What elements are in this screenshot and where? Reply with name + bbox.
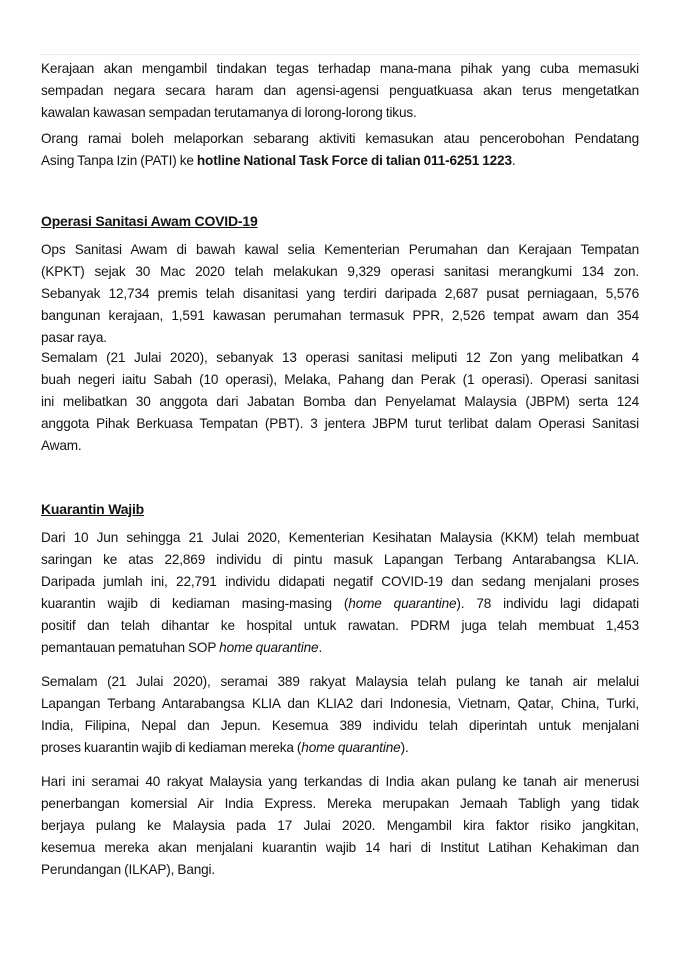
- hotline-text: hotline National Task Force di talian 011-6251 1223: [196, 153, 512, 168]
- text: ).: [400, 740, 409, 755]
- text-line: Perundangan (ILKAP), Bangi.: [41, 862, 216, 877]
- text-line: [41, 739, 409, 757]
- text-line: [41, 152, 516, 170]
- italic-term: home quarantine: [219, 640, 319, 655]
- top-divider: [40, 54, 640, 55]
- section-heading-sanitasi: Operasi Sanitasi Awam COVID-19: [41, 213, 258, 229]
- italic-term: home quarantine: [348, 596, 457, 611]
- text-line: anggota Pihak Berkuasa Tempatan (PBT). 3 jentera JBPM turut terlibat dalam Operasi Sanitasi: [41, 416, 639, 431]
- text: ). 78 individu lagi didapati: [456, 596, 639, 611]
- text-line: kawalan kawasan sempadan terutamanya di lorong-lorong tikus.: [41, 105, 417, 120]
- italic-term: home quarantine: [301, 740, 401, 755]
- text-line: Sebanyak 12,734 premis telah disanitasi yang terdiri daripada 2,687 pusat perniagaan, 5,576: [41, 286, 639, 301]
- text-line: Semalam (21 Julai 2020), sebanyak 13 operasi sanitasi meliputi 12 Zon yang melibatkan 4: [41, 350, 639, 365]
- text-line: ini melibatkan 30 anggota dari Jabatan Bomba dan Penyelamat Malaysia (JBPM) serta 124: [41, 394, 639, 409]
- text-line: Daripada jumlah ini, 22,791 individu didapati negatif COVID-19 dan sedang menjalani proses: [41, 574, 639, 589]
- text-line: bangunan kerajaan, 1,591 kawasan perumahan termasuk PPR, 2,526 tempat awam dan 354: [41, 308, 639, 323]
- text-line: saringan ke atas 22,869 individu di pintu masuk Lapangan Terbang Antarabangsa KLIA.: [41, 552, 639, 567]
- text-line: Kerajaan akan mengambil tindakan tegas terhadap mana-mana pihak yang cuba memasuki: [41, 61, 639, 76]
- text: proses kuarantin wajib di kediaman mereka (: [41, 740, 302, 755]
- text-line: Lapangan Terbang Antarabangsa KLIA dan KLIA2 dari Indonesia, Vietnam, Qatar, China, Turki,: [41, 696, 639, 711]
- text: pemantauan pematuhan SOP: [41, 640, 220, 655]
- text-line: penerbangan komersial Air India Express. Mereka merupakan Jemaah Tabligh yang tidak: [41, 796, 639, 811]
- text-line: [41, 595, 639, 613]
- text-line: India, Filipina, Nepal dan Jepun. Kesemua 389 individu telah diperintah untuk menjalani: [41, 718, 639, 733]
- text-line: Hari ini seramai 40 rakyat Malaysia yang terkandas di India akan pulang ke tanah air menerusi: [41, 774, 639, 789]
- text-line: Ops Sanitasi Awam di bawah kawal selia Kementerian Perumahan dan Kerajaan Tempatan: [41, 242, 639, 257]
- text-line: Orang ramai boleh melaporkan sebarang aktiviti kemasukan atau pencerobohan Pendatang: [41, 131, 639, 146]
- text-line: [41, 639, 322, 657]
- text-line: Awam.: [41, 438, 82, 453]
- text-line: pasar raya.: [41, 330, 107, 345]
- text-line: Semalam (21 Julai 2020), seramai 389 rakyat Malaysia telah pulang ke tanah air melalui: [41, 674, 639, 689]
- text-line: sempadan negara secara haram dan agensi-agensi penguatkuasa akan terus mengetatkan: [41, 83, 639, 98]
- text-line: berjaya pulang ke Malaysia pada 17 Julai 2020. Mengambil kira faktor risiko jangkitan,: [41, 818, 639, 833]
- text: Asing Tanpa Izin (PATI) ke: [41, 153, 197, 168]
- text-line: Dari 10 Jun sehingga 21 Julai 2020, Kementerian Kesihatan Malaysia (KKM) telah membuat: [41, 530, 639, 545]
- section-heading-kuarantin: Kuarantin Wajib: [41, 501, 145, 517]
- text-line: buah negeri iaitu Sabah (10 operasi), Melaka, Pahang dan Perak (1 operasi). Operasi sanitasi: [41, 372, 639, 387]
- text: kuarantin wajib di kediaman masing-masing (: [41, 596, 349, 611]
- text-line: positif dan telah dihantar ke hospital untuk rawatan. PDRM juga telah membuat 1,453: [41, 618, 639, 633]
- text: .: [318, 640, 323, 655]
- text-line: kesemua mereka akan menjalani kuarantin wajib 14 hari di Institut Latihan Kehakiman dan: [41, 840, 639, 855]
- text: .: [511, 153, 516, 168]
- text-line: (KPKT) sejak 30 Mac 2020 telah melakukan 9,329 operasi sanitasi merangkumi 134 zon.: [41, 264, 639, 279]
